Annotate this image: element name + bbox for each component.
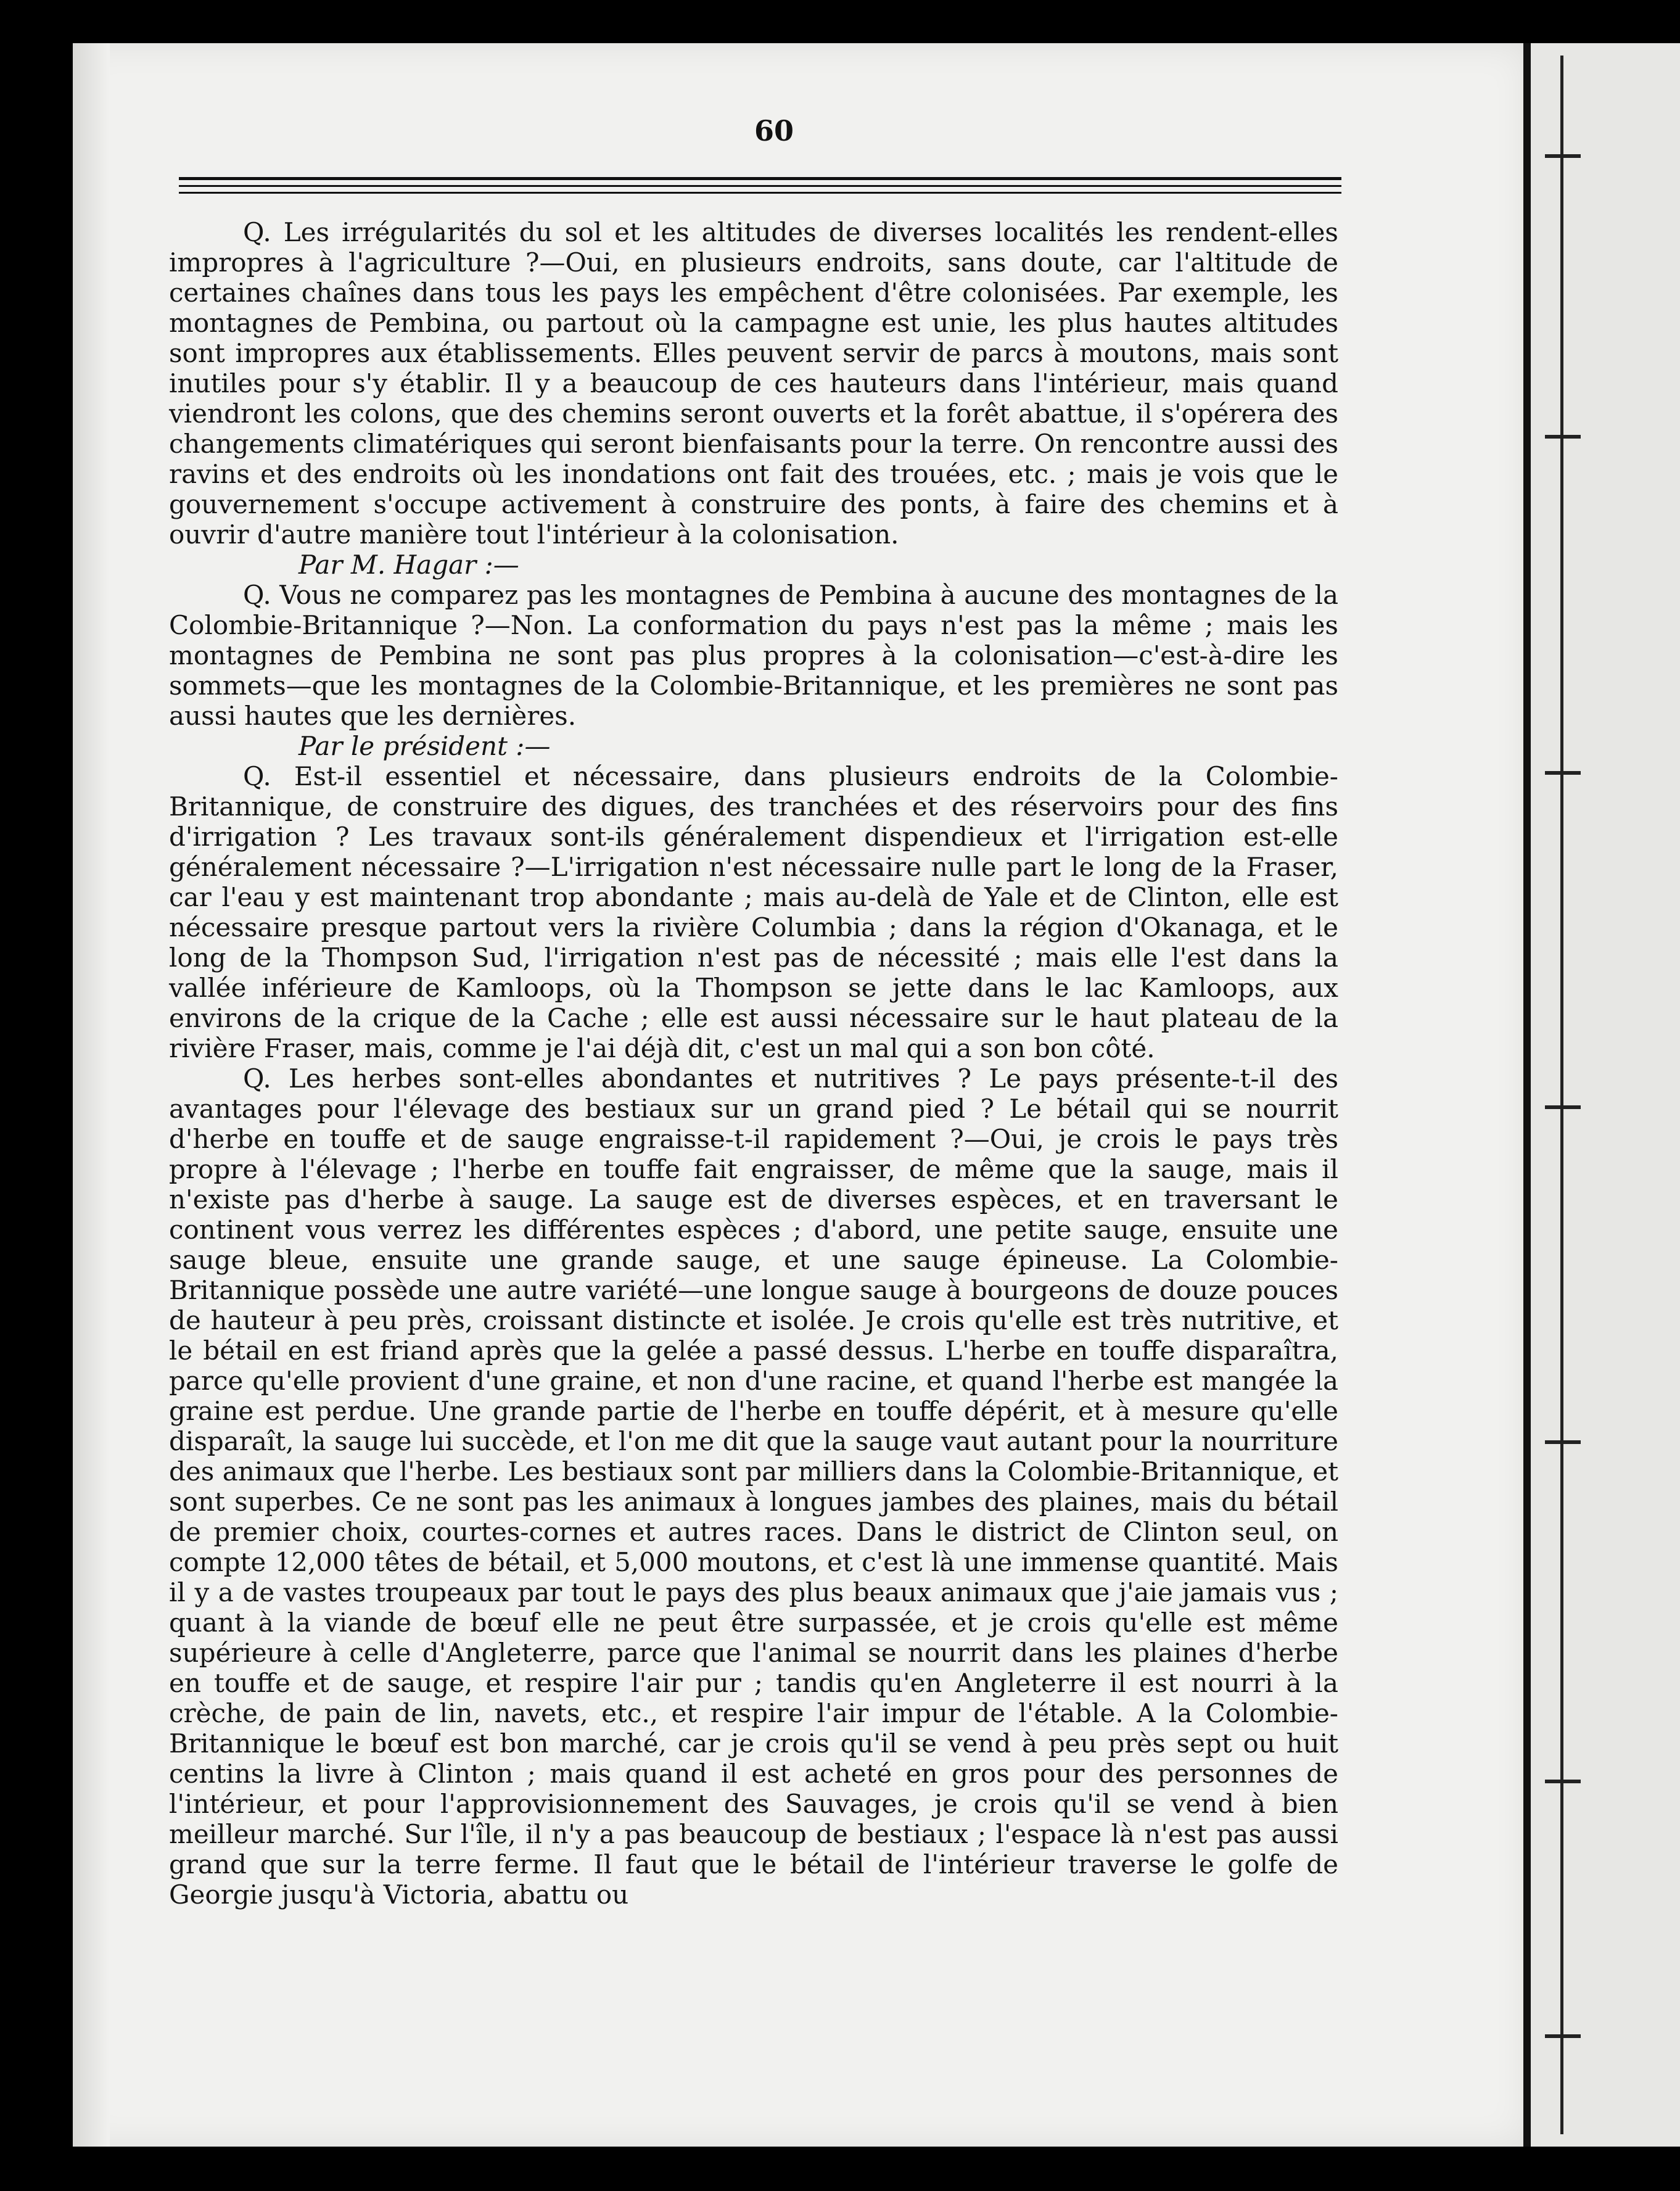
header-rule	[179, 177, 1341, 180]
page-gutter-divider	[1523, 43, 1531, 2147]
header-rule	[179, 185, 1341, 187]
binding-line	[1560, 56, 1563, 2134]
binding-stitch	[1545, 1440, 1581, 1444]
adjacent-page-edge	[1528, 43, 1680, 2147]
speaker-heading: Par M. Hagar :—	[299, 550, 519, 580]
page-text	[169, 217, 1338, 1910]
binding-stitch	[1545, 435, 1581, 439]
question-answer-paragraph: Q. Les herbes sont-elles abondantes et nutritives ? Le pays présente-t-il des avantages pour l'élevage des bestiaux sur un grand pied ? Le bétail qui se nourrit d'herbe en touffe et de sauge engraisse-t-il rapidement ?—Oui, je crois le pays très propre à l'élevage ; l'herbe en touffe fait engraisser, de même que la sauge, mais il n'existe pas d'herbe à sauge. La sauge est de diverses espèces, et en traversant le continent vous verrez les différentes espèces ; d'abord, une petite sauge, ensuite une sauge bleue, ensuite une grande sauge, et une sauge épineuse. La Colombie-Britannique possède une autre variété—une longue sauge à bourgeons de douze pouces de hauteur à peu près, croissant distincte et isolée. Je crois qu'elle est très nutritive, et le bétail en est friand après que la gelée a passé dessus. L'herbe en touffe disparaîtra, parce qu'elle provient d'une graine, et non d'une racine, et quand l'herbe est mangée la graine est perdue. Une grande partie de l'herbe en touffe dépérit, et à mesure qu'elle disparaît, la sauge lui succède, et l'on me dit que la sauge vaut autant pour la nourriture des animaux que l'herbe. Les bestiaux sont par milliers dans la Colombie-Britannique, et sont superbes. Ce ne sont pas les animaux à longues jambes des plaines, mais du bétail de premier choix, courtes-cornes et autres races. Dans le district de Clinton seul, on compte 12,000 têtes de bétail, et 5,000 moutons, et c'est là une immense quantité. Mais il y a de vastes troupeaux par tout le pays des plus beaux animaux que j'aie jamais vus ; quant à la viande de bœuf elle ne peut être surpassée, et je crois qu'elle est même supérieure à celle d'Angleterre, parce que l'animal se nourrit dans les plaines d'herbe en touffe et de sauge, et respire l'air pur ; tandis qu'en Angleterre il est nourri à la crèche, de pain de lin, navets, etc., et respire l'air impur de l'étable. A la Colombie-Britannique le bœuf est bon marché, car je crois qu'il se vend à peu près sept ou huit centins la livre à Clinton ; mais quand il est acheté en gros pour des personnes de l'intérieur, et pour l'approvisionnement des Sauvages, je crois qu'il se vend à bien meilleur marché. Sur l'île, il n'y a pas beaucoup de bestiaux ; l'espace là n'est pas aussi grand que sur la terre ferme. Il faut que le bétail de l'intérieur traverse le golfe de Georgie jusqu'à Victoria, abattu ou	[169, 1063, 1338, 1910]
speaker-heading: Par le président :—	[299, 731, 551, 761]
binding-stitch	[1545, 154, 1581, 158]
binding-stitch	[1545, 771, 1581, 775]
page-number: 60	[754, 114, 794, 147]
binding-stitch	[1545, 2034, 1581, 2038]
page-left-shadow	[73, 43, 110, 2147]
question-answer-paragraph: Q. Est-il essentiel et nécessaire, dans plusieurs endroits de la Colombie-Britannique, de construire des digues, des tranchées et des réservoirs pour des fins d'irrigation ? Les travaux sont-ils généralement dispendieux et l'irrigation est-elle généralement nécessaire ?—L'irrigation n'est nécessaire nulle part le long de la Fraser, car l'eau y est maintenant trop abondante ; mais au-delà de Yale et de Clinton, elle est nécessaire presque partout vers la rivière Columbia ; dans la région d'Okanaga, et le long de la Thompson Sud, l'irrigation n'est pas de nécessité ; mais elle l'est dans la vallée inférieure de Kamloops, où la Thompson se jette dans le lac Kamloops, aux environs de la crique de la Cache ; elle est aussi nécessaire sur le haut plateau de la rivière Fraser, mais, comme je l'ai déjà dit, c'est un mal qui a son bon côté.	[169, 761, 1338, 1063]
question-answer-paragraph: Q. Vous ne comparez pas les montagnes de Pembina à aucune des montagnes de la Colombie-Britannique ?—Non. La conformation du pays n'est pas la même ; mais les montagnes de Pembina ne sont pas plus propres à la colonisation—c'est-à-dire les sommets—que les montagnes de la Colombie-Britannique, et les premières ne sont pas aussi hautes que les dernières.	[169, 580, 1338, 731]
header-rule	[179, 192, 1341, 194]
binding-stitch	[1545, 1105, 1581, 1109]
binding-stitch	[1545, 1780, 1581, 1783]
question-answer-paragraph: Q. Les irrégularités du sol et les altitudes de diverses localités les rendent-elles impropres à l'agriculture ?—Oui, en plusieurs endroits, sans doute, car l'altitude de certaines chaînes dans tous les pays les empêchent d'être colonisées. Par exemple, les montagnes de Pembina, ou partout où la campagne est unie, les plus hautes altitudes sont impropres aux établissements. Elles peuvent servir de parcs à moutons, mais sont inutiles pour s'y établir. Il y a beaucoup de ces hauteurs dans l'intérieur, mais quand viendront les colons, que des chemins seront ouverts et la forêt abattue, il s'opérera des changements climatériques qui seront bienfaisants pour la terre. On rencontre aussi des ravins et des endroits où les inondations ont fait des trouées, etc. ; mais je vois que le gouvernement s'occupe activement à construire des ponts, à faire des chemins et à ouvrir d'autre manière tout l'intérieur à la colonisation.	[169, 217, 1338, 550]
